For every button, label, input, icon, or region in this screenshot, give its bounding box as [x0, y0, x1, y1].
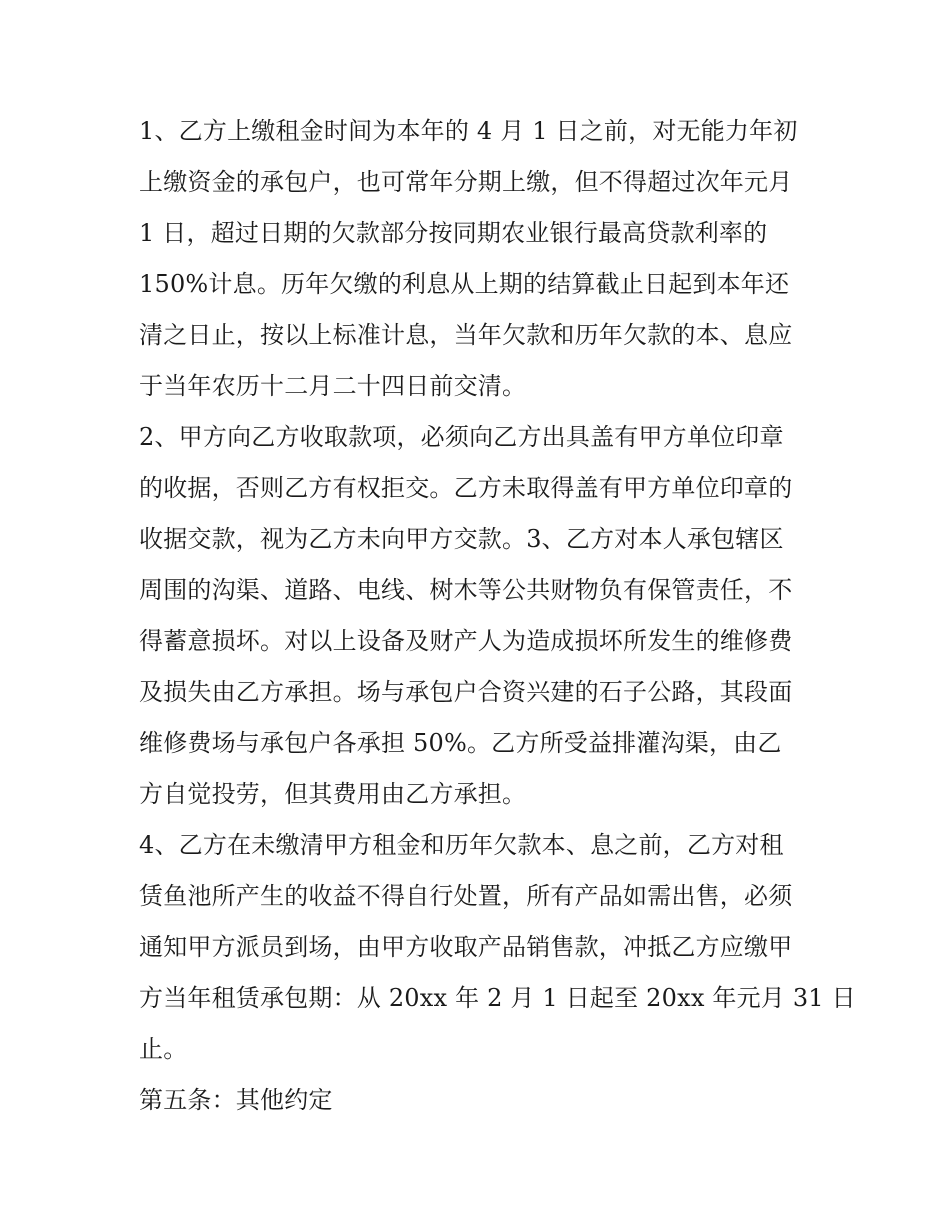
text-line: 上缴资金的承包户，也可常年分期上缴，但不得超过次年元月	[139, 168, 793, 196]
text-line: 的收据，否则乙方有权拒交。乙方未取得盖有甲方单位印章的	[139, 474, 793, 502]
text-line: 及损失由乙方承担。场与承包户合资兴建的石子公路，其段面	[139, 678, 793, 706]
text-line: 收据交款，视为乙方未向甲方交款。3、乙方对本人承包辖区	[139, 525, 784, 553]
text-line: 方当年租赁承包期：从 20xx 年 2 月 1 日起至 20xx 年元月 31 日	[139, 984, 856, 1012]
text-line: 4、乙方在未缴清甲方租金和历年欠款本、息之前，乙方对租	[139, 831, 784, 859]
text-line: 赁鱼池所产生的收益不得自行处置，所有产品如需出售，必须	[139, 882, 793, 910]
text-line: 清之日止，按以上标准计息，当年欠款和历年欠款的本、息应	[139, 321, 793, 349]
text-line: 于当年农历十二月二十四日前交清。	[139, 372, 527, 400]
text-line: 周围的沟渠、道路、电线、树木等公共财物负有保管责任，不	[139, 576, 793, 604]
text-line: 止。	[139, 1035, 188, 1063]
text-line: 2、甲方向乙方收取款项，必须向乙方出具盖有甲方单位印章	[139, 423, 784, 451]
text-line: 150%计息。历年欠缴的利息从上期的结算截止日起到本年还	[139, 270, 790, 298]
document-body	[139, 106, 856, 1126]
text-line: 1 日，超过日期的欠款部分按同期农业银行最高贷款利率的	[139, 219, 768, 247]
text-line: 得蓄意损坏。对以上设备及财产人为造成损坏所发生的维修费	[139, 627, 793, 655]
section-heading: 第五条：其他约定	[139, 1086, 333, 1114]
text-line: 1、乙方上缴租金时间为本年的 4 月 1 日之前，对无能力年初	[139, 117, 798, 145]
text-line: 通知甲方派员到场，由甲方收取产品销售款，冲抵乙方应缴甲	[139, 933, 793, 961]
text-line: 方自觉投劳，但其费用由乙方承担。	[139, 780, 527, 808]
text-line: 维修费场与承包户各承担 50%。乙方所受益排灌沟渠，由乙	[139, 729, 782, 757]
